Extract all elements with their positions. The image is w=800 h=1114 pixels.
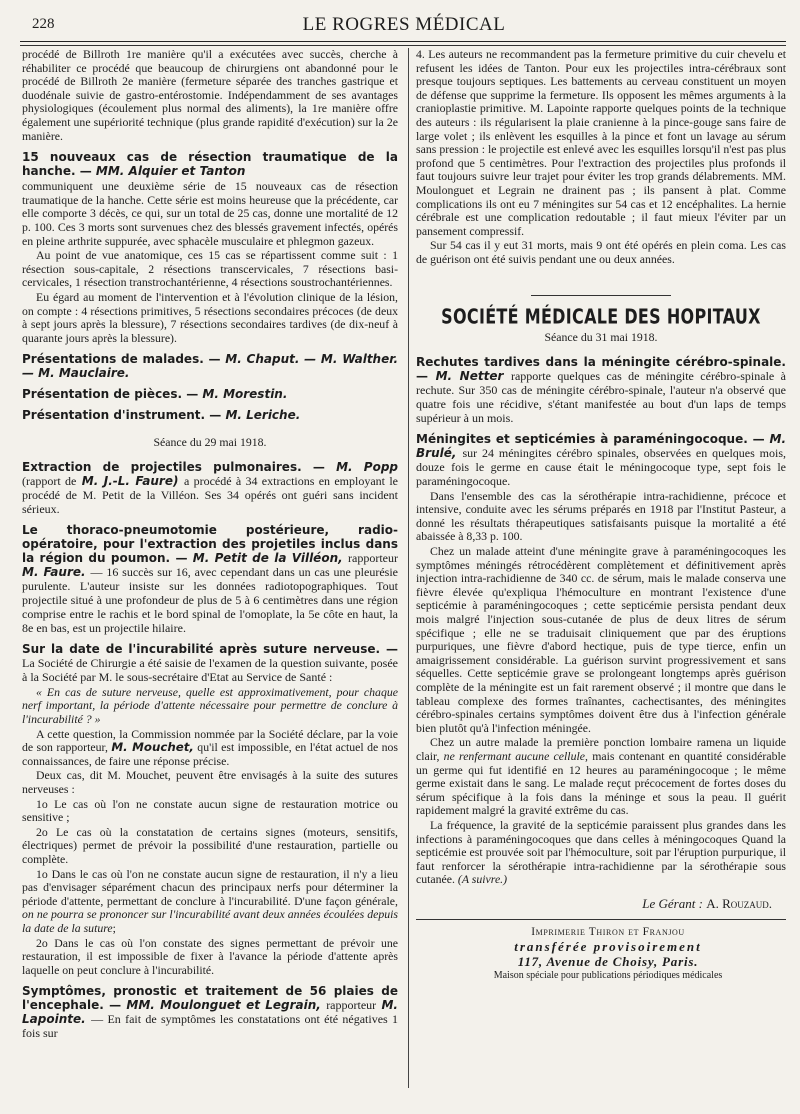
- imprint-notice: transférée provisoirement: [514, 939, 702, 955]
- section-heading: [22, 642, 398, 684]
- section-heading: [22, 984, 398, 1040]
- heading-title: Présentation de pièces. —: [22, 387, 199, 402]
- heading-title: Rechutes tardives dans la méningite cérébro-spinale. —: [416, 354, 786, 383]
- heading-title: Le thoraco-pneumotomie postérieure, radio-opératoire, pour l'extraction des projetiles inclus dans la région du poumon. —: [22, 522, 398, 565]
- heading-authors: M. Petit de la Villéon,: [192, 550, 343, 565]
- inline-text: sur 24 méningites cérébro spinales, observées en quelques mois, douze fois le germe en cause était le méningocoque type, sept fois le paraméningocoque.: [416, 445, 786, 488]
- inline-text: ;: [112, 920, 116, 935]
- inline-text: rapporteur: [348, 550, 398, 565]
- heading-title: Présentation d'instrument. —: [22, 408, 222, 423]
- heading-title: Extraction de projectiles pulmonaires. —: [22, 459, 325, 474]
- paragraph: [22, 868, 398, 936]
- heading-title: Symptômes, pronostic et traitement de 56 plaies de l'encephale. —: [22, 984, 398, 1013]
- section-heading: [416, 432, 786, 488]
- heading-authors: M. Popp: [336, 459, 399, 474]
- paragraph: communiquent une deuxième série de 15 nouveaux cas de résection traumatique de la hanche. Cette série est moins heureuse que la précédente, car elle comporte 3 décès, ce qui, sur un total de 25 cas, donne une mortalité de 12 p. 100. Ces 3 morts sont survenues chez des blessés gravement infectés, opérés en pleine arthrite suppurée, avec sphacèle musculaire et phlegmon gazeux.: [22, 179, 398, 248]
- journal-title: LE ROGRES MÉDICAL: [302, 14, 506, 35]
- paragraph: [22, 728, 398, 769]
- inline-text: Chez un autre malade la première ponction lombaire ramena un liquide clair,: [416, 735, 786, 763]
- heading-authors: MM. Moulonguet et Legrain,: [126, 998, 321, 1013]
- inline-text: 1o Dans le cas où l'on ne constate aucun signe de restauration, il n'y a lieu pas d'envisager séparément chacun des principaux nerfs pour déterminer la période d'attente, permettant de conclure à l'incurabilité. D'une façon générale,: [22, 866, 398, 908]
- column-separator: [408, 48, 409, 1088]
- gerant-line: [416, 897, 786, 911]
- paragraph: [416, 819, 786, 887]
- section-heading: [22, 408, 398, 422]
- paragraph: Deux cas, dit M. Mouchet, peuvent être envisagés à la suite des sutures nerveuses :: [22, 768, 398, 797]
- inline-text: qu'il est impossible, en l'état actuel de nos connaissances, de faire une réponse précise.: [22, 740, 399, 768]
- heading-title: Méningites et septicémies à paraméningocoque. —: [416, 431, 765, 446]
- paragraph: 4. Les auteurs ne recommandent pas la fermeture primitive du cuir chevelu et refusent les idées de Tanton. Pour eux les projectiles intra-cérébraux sont presque toujours septiques. Les battements au cerveau constituent un moyen de défense que supprime la fermeture. Ils opposent les mêmes arguments à la cranioplastie primitive. M. Lapointe rapporte quelques points de la technique des auteurs : ils régularisent la plaie cranienne à la pince-gouge sans faire de large volet ; ils enlèvent les esquilles à la pince et font un lavage au sérum sans pression : le projectile est enlevé avec les esquilles lorsqu'il n'est pas plus profond que 5 centimètres. Pour l'extraction des projectiles plus profonds il faut toujours suivre leur trajet pour éviter les trop grands délabrements. MM. Moulonguet et Legrain ne drainent pas ; ils pansent à plat. Comme complications ils ont eu 7 méningites sur 54 cas et 12 encéphalites. La hernie cérébrale est une complication redoutable ; il faut mieux l'éviter par un pansement compressif.: [416, 47, 786, 238]
- paragraph: 1o Le cas où l'on ne constate aucun signe de restauration motrice ou sensitive ;: [22, 796, 398, 825]
- section-rule: [531, 295, 671, 296]
- inline-text: La Société de Chirurgie a été saisie de l'examen de la question suivante, posée à la Société par M. le sous-secrétaire d'Etat au Service de Santé :: [22, 655, 398, 684]
- heading-authors: M. Brulé,: [416, 431, 786, 460]
- inline-authors: M. J.-L. Faure): [81, 473, 179, 488]
- paragraph: Eu égard au moment de l'intervention et à l'évolution clinique de la lésion, on compte : 4 résections primitives, 5 résections secondaires précoces (de deux à sept jours après la blessure), 7 résections secondaires tardives (de dix-neuf à quarante jours après la blessure).: [22, 289, 398, 345]
- paragraph: Au point de vue anatomique, ces 15 cas se répartissent comme suit : 1 résection sous-capitale, 2 résections transcervicales, 7 résections basi-cervicales, 1 résection transtrochantérienne, 4 résections soustrochantériennes.: [22, 248, 398, 290]
- gerant-name: A. Rouzaud.: [706, 895, 772, 911]
- inline-text: (rapport de: [22, 473, 77, 488]
- imprint-printer: Imprimerie Thiron et Franjou: [531, 925, 685, 938]
- paragraph: [416, 736, 786, 818]
- inline-italic: ne renfermant aucune cellule,: [443, 748, 588, 763]
- paragraph: Dans l'ensemble des cas la sérothérapie intra-rachidienne, précoce et intensive, conduite avec les sérums préparés en 1918 par l'Institut Pasteur, a donné les résultats thérapeutiques satisfaisants puisque la mortalité a été abaissée à 8,33 p. 100.: [416, 488, 786, 544]
- page-number: 228: [32, 16, 55, 32]
- paragraph: 2o Le cas où la constatation de certains signes (moteurs, sensitifs, électriques) permet de prévoir la possibilité d'une restauration, partielle ou complète.: [22, 824, 398, 866]
- section-heading: [22, 387, 398, 401]
- society-heading: SOCIÉTÉ MÉDICALE DES HOPITAUX: [441, 304, 761, 328]
- section-heading: [22, 460, 398, 516]
- inline-text: a procédé à 34 extractions en employant le procédé de M. Petit de la Villéon. Ses 34 opérés ont guéri sans incident sérieux.: [22, 473, 398, 516]
- imprint-address: 117, Avenue de Choisy, Paris.: [517, 953, 699, 969]
- inline-text: — En fait de symptômes les constatations ont été négatives 1 fois sur: [22, 1012, 399, 1041]
- inline-text: La fréquence, la gravité de la septicémie paraissent plus grandes dans les infections à paraméningocoques que dans celles à méningocoques Quand la septicémie est prouvée soit par l'hémoculture, soit par l'éruption purpurique, il faut renforcer la sérothérapie intra-rachidienne par la sérothérapie sous cutanée.: [416, 817, 786, 887]
- paragraph: Sur 54 cas il y eut 31 morts, mais 9 ont été opérés en plein coma. Les cas de guérison ont été suivis pendant une ou deux années.: [416, 238, 786, 266]
- inline-author: M. Mouchet,: [111, 740, 194, 755]
- section-heading: [416, 355, 786, 425]
- inline-authors: M. Faure.: [22, 564, 86, 579]
- inline-text: mais contenant en quantité considérable un germe qui fut identifié en 12 heures au paraméningocoque ; le même germe existait dans le sang. Le malade reçut précocement de fortes doses du sérum spécifique à la fois dans la méninge et sous la peau. Il guérit rapidement malgré la gravité extrême du cas.: [416, 748, 786, 818]
- heading-title: 15 nouveaux cas de résection traumatique de la hanche. —: [22, 150, 398, 179]
- inline-text: A cette question, la Commission nommée par la Société déclare, par la voie de son rapporteur,: [22, 726, 398, 755]
- section-heading: [22, 523, 398, 635]
- inline-text: rapporte quelques cas de méningite cérébro-spinale à rechute. Sur 350 cas de méningite cérébro-spinale, l'auteur n'a observé que quatre fois une récidive, s'étant manifestée au bout d'un laps de temps supérieur à un mois.: [416, 368, 786, 425]
- running-header: [20, 10, 788, 38]
- gerant-label: Le Gérant :: [642, 895, 703, 911]
- heading-authors: M. Netter: [435, 368, 504, 383]
- heading-rapporteur: M. Lapointe.: [22, 998, 398, 1027]
- heading-authors: M. Chaput. — M. Walther. — M. Mauclaire.: [22, 352, 399, 381]
- inline-italic: on ne pourra se prononcer sur l'incurabilité avant deux années écoulées depuis la date de la suture: [22, 907, 398, 935]
- paragraph: Chez un malade atteint d'une méningite grave à paraméningocoques les symptômes méningés rétrocédèrent complètement et définitivement après injection intra-rachidienne de 340 cc. de sérum, mais le malade conserva une fièvre élevée qu'expliqua l'hémoculture en montrant l'existence d'une septicémie à paraméningocoques ; cette septicémie persista pendant deux mois malgré l'injection sous-cutanée de plus de deux litres de sérum spécifique ; elle ne se traduisait cliniquement que par des éruptions purpuriques, une fièvre d'abord hectique, puis de type tierce, enfin un amaigrissement considérable. La guérison survint progressivement et sans séquelles. Cette septicémie grave se prolongeant longtemps après guérison complète de la méningite est un fait rarement observé ; il montre que dans le tableau complexe des formes traînantes, cachectisantes, des méningites cérébro-spinales certains symptômes doivent être dus à l'infection générale bien plutôt qu'à l'infection méningée.: [416, 544, 786, 735]
- heading-authors: M. Morestin.: [202, 387, 288, 402]
- imprint-rule: [416, 919, 786, 920]
- inline-text: rapporteur: [326, 998, 377, 1013]
- section-heading: [22, 150, 398, 178]
- to-be-continued: (A suivre.): [457, 872, 508, 887]
- inline-text: — 16 succès sur 16, avec cependant dans un cas une pleurésie purulente. L'auteur insiste sur les données radiotopographiques. Tout projectile situé à une profondeur de plus de 5 à 6 centimètres dans une région comprise entre le rachis et le bord spinal de l'omoplate, la 5e côte en haut, la 8e en bas, est un projectile hilaire.: [22, 564, 398, 635]
- quote: « En cas de suture nerveuse, quelle est approximativement, pour chaque nerf important, la période d'attente nécessaire pour permettre de conclure à l'incurabilité ? »: [22, 684, 398, 727]
- seance-date: Séance du 31 mai 1918.: [544, 330, 658, 345]
- paragraph: 2o Dans le cas où l'on constate des signes permettant de prévoir une restauration, il est impossible de fixer à l'avance la période d'attente après laquelle on peut conclure à l'incurabilité.: [22, 935, 398, 977]
- heading-title: Sur la date de l'incurabilité après suture nerveuse. —: [22, 641, 398, 656]
- header-rule: [20, 41, 786, 42]
- seance-date: Séance du 29 mai 1918.: [153, 435, 267, 450]
- heading-title: Présentations de malades. —: [22, 352, 221, 367]
- imprint-speciality: Maison spéciale pour publications périodiques médicales: [493, 970, 723, 982]
- header-rule-thin: [20, 45, 786, 46]
- right-column: [416, 48, 786, 984]
- section-heading: [22, 352, 398, 380]
- heading-authors: MM. Alquier et Tanton: [95, 164, 246, 179]
- paragraph: procédé de Billroth 1re manière qu'il a exécutées avec succès, cherche à réhabiliter ce procédé que beaucoup de chirurgiens ont abandonné pour le procédé de Billroth 2e manière (fermeture séparée des tranches gastrique et duodénale suivie de gastro-entérostomie. Indépendamment de ses avantages physiologiques (écoulement plus normal des aliments), la 1re manière offre également une supériorité technique (plus grande rapidité d'exécution) sur la 2e manière.: [22, 47, 398, 143]
- heading-authors: M. Leriche.: [225, 408, 301, 423]
- left-column: [22, 48, 398, 1042]
